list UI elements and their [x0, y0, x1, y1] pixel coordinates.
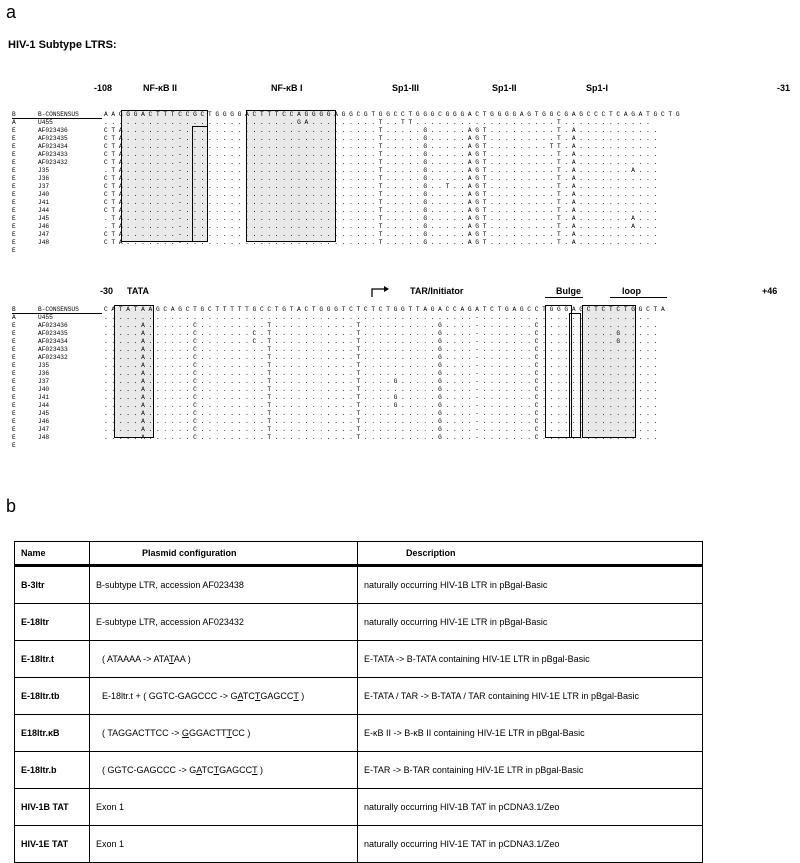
row-desc: naturally occurring HIV-1E LTR in pBgal-Basic	[358, 604, 703, 641]
row-desc: E-TATA -> B-TATA containing HIV-1E LTR in pBgal-Basic	[358, 641, 703, 678]
subtypes-2: B A E E E E E E E E E E E E E E E E	[12, 306, 16, 449]
row-name: E18ltr.κB	[15, 715, 90, 752]
label-sp1-3: Sp1-III	[392, 83, 420, 93]
row-name: B-3ltr	[15, 566, 90, 604]
panel-b-label: b	[6, 496, 17, 516]
header-name: Name	[15, 542, 90, 566]
row-desc: naturally occurring HIV-1B TAT in pCDNA3.1/Zeo	[358, 789, 703, 826]
row-desc: naturally occurring HIV-1E TAT in pCDNA3.1/Zeo	[358, 826, 703, 863]
alignment-2: C A T A T A A G C A G C T G C T T T T T G C C T G T A C T G G G T C T C T C T G G T T A G A C C A G A T C T G A G C C T G G G A G C T C T C T G G C T A . . . . . . . . . . . . . . . . . . . . . . . . . . . . . . . . . . . . . . . . . . . . . . . . . . - . . . . . . . . . . . . . . . . . . . . . . . . . . . . A . . . . . . C . . . . . . . . . T . . . . . . . . . . . T . . . . . . . . . . G . . . . - . . . . . . . C . . . . . . . . . . . . . . . . . . . . . A . . . . . . C . . . . . . . C . T . . . . . . . . . . . T . . . . . . . . . . G . . . . - . . . . . . . C . . . . . . . . . . G . . . . . . . . . . A . . . . . . C . . . . . . . C . T . . . . . . . . . . . T . . . . . . . . . . G . . . . - . . . . . . . C . . . . . . . . . . G . . . . . . . . . . A . . . . . . C . . . . . . . . . T . . . . . . . . . . . T . . . . . . . . . . G . . . . - . . . . . . . C . . . . . . . . . . . . . . . . . . . . . A . . . . . . C . . . . . . . . . T . . . . . . . . . . . T . . . . . . . . . . G . . . . - . . . . . . . C . . . . . . . . . . . . . . . . . . . . . A . . . . . . C . . . . . . . . . T . . . . . . . . . . . T . . . . . . . . . . G . . . . - . . . . . . . C . . . . . . . . . . . . . . . . . . . . . A . . . . . . C . . . . . . . . . T . . . . . . . . . . . T . . . . . . . . . . G . . . . - . . . . . . . C . . . . . . . . . . . . . . . . . . . . . A . . . . . . C . . . . . . . . . T . . . . . . . . . . . T . . . . G . . . . . G . . . . - . . . . . . . C . . . . . . . . . . . . . . . . . . . . . A . . . . . . C . . . . . . . . . T . . . . . . . . . . . T . . . . . . . . . . G . . . . - . . . . . . . C . . . . . . . . . . . . . . . . . . . . . A . . . . . . C . . . . . . . . . T . . . . . . . . . . . T . . . . G . . . . . G . . . . - . . . . . . . C . . . . . . . . . . . . . . . . . . . . . A . . . . . . C . . . . . . . . . T . . . . . . . . . . . T . . . . G . . . . . G . . . . - . . . . . . . C . . . . . . . . . . . . . . . . . . . . . A . . . . . . C . . . . . . . . . T . . . . . . . . . . . T . . . . . . . . . . G . . . . - . . . . . . . C . . . . . . . . . . . . . . . . . . . . . A . . . . . . C . . . . . . . . . T . . . . . . . . . . . T . . . . . . . . . . G . . . . - . . . . . . . C . . . . . . . . . . . . . . . . . . . . . A . . . . . . C . . . . . . . . . T . . . . . . . . . . . T . . . . . . . . . . G . . . . - . . . . . . . C . . . . . . . . . . . . . . . . . . . . . A . . . . . . C . . . . . . . . . T . . . . . . . . . . . T . . . . . . . . . . G . . . . - . . . . . . . C . . . . . . . . . . . . . . . .	[104, 306, 665, 441]
subtypes-1: B A E E E E E E E E E E E E E E E E	[12, 111, 16, 254]
table-row	[15, 641, 703, 678]
table-header	[15, 542, 703, 566]
row-config: E-18ltr.t + ( GGTC-GAGCCC -> GATCTGAGCCT )	[90, 678, 358, 715]
row-name: E-18ltr.tb	[15, 678, 90, 715]
table-row	[15, 566, 703, 604]
header-desc: Description	[358, 542, 703, 566]
label-sp1-1: Sp1-I	[586, 83, 609, 93]
panel-a-title: HIV-1 Subtype LTRS:	[8, 39, 117, 51]
loop-line	[610, 297, 667, 298]
row-name: E-18ltr.t	[15, 641, 90, 678]
label-tata: TATA	[127, 286, 149, 296]
row-config: Exon 1	[90, 789, 358, 826]
table-row	[15, 752, 703, 789]
arrow-icon	[370, 284, 392, 298]
label-nfkb2: NF-κB II	[143, 83, 178, 93]
bulge-line	[545, 297, 583, 298]
row-desc: E-TATA / TAR -> B-TATA / TAR containing HIV-1E LTR in pBgal-Basic	[358, 678, 703, 715]
table-row	[15, 715, 703, 752]
label-bulge: Bulge	[556, 286, 582, 296]
row-config: ( ATAAAA -> ATATAA )	[90, 641, 358, 678]
row-name: HIV-1B TAT	[15, 789, 90, 826]
alignment-1: A A G G G A C T T T C C G C T G G G G A C T T T C C A G G G G A G G C G T G G C C T G G G C G G G A C T G G G G A G T G G C G A G C C C T C A G A T G C T G . . . . . . . . . . . . . . . . . . . . . . . . . . G A . . . . . . . . . T . . T T . . . . . . . . . . . . . . . . . . . T . . . . . . . . . . . . C T A . . . . . . . - . . . . . . . . . . . . . . . . . . . . . . . . . . T . . . . . G . . . . . A G T . . . . . . . . . T . A . . . . . . . . . . . C T A . . . . . . . - . . . . . . . . . . . . . . . . . . . . . . . . . . T . . . . . G . . . . . A G T . . . . . . . . . T . A . . . . . . . . . . . C T A . . . . . . . - . . . . . . . . . . . . . . . . . . . . . . . . . . T . . . . . G . . . . . A G T . . . . . . . . T T . A . . . . . . . . . . . C T A . . . . . . . - . . . . . . . . . . . . . . . . . . . . . . . . . . T . . . . . G . . . . . A G T . . . . . . . . . T . A . . . . . . . . . . . C T A . . . . . . . - . . . . . . . . . . . . . . . . . . . . . . . . . . T . . . . . G . . . . . A G T . . . . . . . . . T . A . . . . . . . . . . . . T A . . . . . . . - . . . . . . . . . . . . . . . . . . . . . . . . . . T . . . . . G . . . . . A G T . . . . . . . . . T . A . . . . . . . A . . . C T A . . . . . . . - . . . . . . . . . . . . . . . . . . . . . . . . . . T . . . . . G . . . . . A G T . . . . . . . . . T . A . . . . . . . . . . . C T A . . . . . . . - . . . . . . . . . . . . . . . . . . . . . . . . . . T . . . . . G . . T . . A G T . . . . . . . . . T . A . . . . . . . . . . . C T A . . . . . . . - . . . . . . . . . . . . . . . . . . . . . . . . . . T . . . . . G . . . . . A G T . . . . . . . . . T . A . . . . . . . . . . . C T A . . . . . . . - . . . . . . . . . . . . . . . . . . . . . . . . . . T . . . . . G . . . . . A G T . . . . . . . . . T . A . . . . . . . . . . . C T A . . . . . . . - . . . . . . . . . . . . . . . . . . . . . . . . . . T . . . . . G . . . . . A G T . . . . . . . . . T . A . . . . . . . . . . . . T A . . . . . . . - . . . . . . . . . . . . . . . . . . . . . . . . . . T . . . . . G . . . . . A G T . . . . . . . . . T . A . . . . . . . A . . . . T A . . . . . . . - . . . . . . . . . . . . . . . . . . . . . . . . . . T . . . . . G . . . . . A G T . . . . . . . . . T . A . . . . . . . A . . . C T A . . . . . . . - . . . . . . . . . . . . . . . . . . . . . . . . . . T . . . . . G . . . . . A G T . . . . . . . . . T . A . . . . . . . . . . . C T A . . . . . . . - . . . . . . . . . . . . . . . . . . . . . . . . . . T . . . . . G . . . . . A G T . . . . . . . . . T . A . . . . . . . . . . .	[104, 111, 680, 246]
pos-end-2: +46	[762, 286, 778, 296]
row-config: B-subtype LTR, accession AF023438	[90, 566, 358, 604]
table-row	[15, 826, 703, 863]
row-desc: naturally occurring HIV-1B LTR in pBgal-Basic	[358, 566, 703, 604]
row-config: ( TAGGACTTCC -> GGGACTTTCC )	[90, 715, 358, 752]
plasmid-table	[14, 541, 703, 863]
names-2: B-CONSENSUS U455 AF023436 AF023435 AF023434 AF023433 AF023432 J35 J36 J37 J40 J41 J44 J45 J46 J47 J48	[38, 306, 79, 441]
row-desc: E-TAR -> B-TAR containing HIV-1E LTR in pBgal-Basic	[358, 752, 703, 789]
header-config: Plasmid configuration	[90, 542, 358, 566]
label-loop: loop	[622, 286, 641, 296]
row-desc: E-κB II -> B-κB II containing HIV-1E LTR in pBgal-Basic	[358, 715, 703, 752]
row-name: E-18ltr.b	[15, 752, 90, 789]
label-sp1-2: Sp1-II	[492, 83, 517, 93]
pos-start-2: -30	[100, 286, 114, 296]
row-config: E-subtype LTR, accession AF023432	[90, 604, 358, 641]
table-row	[15, 604, 703, 641]
row-name: E-18ltr	[15, 604, 90, 641]
row-name: HIV-1E TAT	[15, 826, 90, 863]
table-row	[15, 678, 703, 715]
label-tar: TAR/Initiator	[410, 286, 464, 296]
pos-start-1: -108	[94, 83, 113, 93]
names-1: B-CONSENSUS U455 AF023436 AF023435 AF023434 AF023433 AF023432 J35 J36 J37 J40 J41 J44 J45 J46 J47 J48	[38, 111, 79, 246]
pos-end-1: -31	[777, 83, 791, 93]
row-config: ( GGTC-GAGCCC -> GATCTGAGCCT )	[90, 752, 358, 789]
table-row	[15, 789, 703, 826]
label-nfkb1: NF-κB I	[271, 83, 303, 93]
row-config: Exon 1	[90, 826, 358, 863]
panel-a-label: a	[6, 2, 17, 22]
